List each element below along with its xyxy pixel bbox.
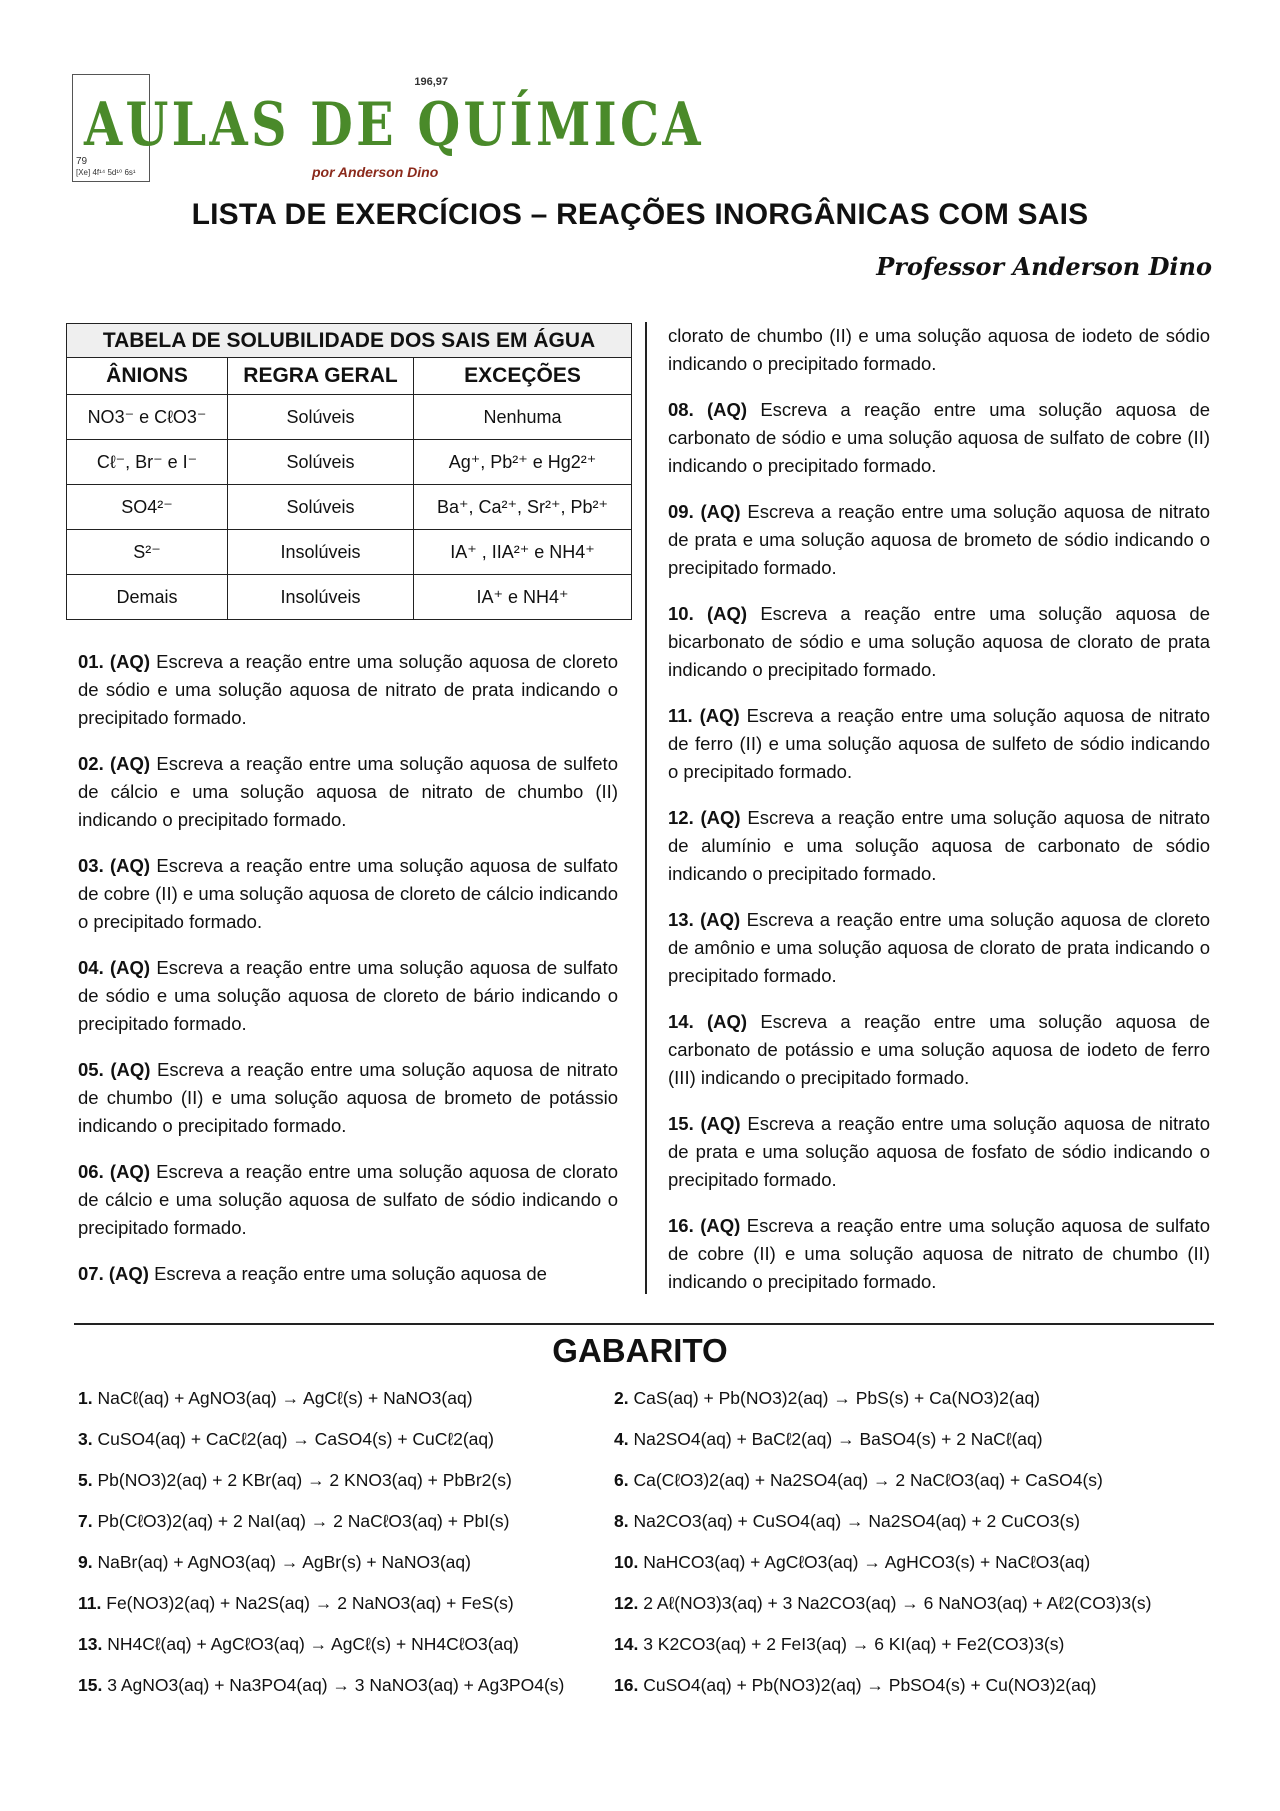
answer-item <box>78 1388 473 1409</box>
table-row <box>67 485 632 530</box>
question-number: 09. <box>668 501 694 522</box>
logo-atomic-mass: 196,97 <box>414 76 448 88</box>
answer-item <box>78 1470 512 1491</box>
exception-cell: Ba⁺, Ca²⁺, Sr²⁺, Pb²⁺ <box>414 485 632 530</box>
question-text: Escreva a reação entre uma solução aquosa de nitrato de ferro (II) e uma solução aquosa de sulfeto de sódio indicando o precipitado formado. <box>668 705 1211 782</box>
table-row <box>67 530 632 575</box>
answer-key-title: GABARITO <box>552 1332 728 1369</box>
question-number: 02. <box>78 753 104 774</box>
answer-equation: Pb(NO3)2(aq) + 2 KBr(aq) → 2 KNO3(aq) + PbBr2(s) <box>97 1470 512 1490</box>
answer-equation: NH4Cℓ(aq) + AgCℓO3(aq) → AgCℓ(s) + NH4CℓO3(aq) <box>107 1634 519 1654</box>
rule-cell: Solúveis <box>228 440 414 485</box>
question-number: 10. <box>668 603 694 624</box>
table-row <box>67 575 632 620</box>
rule-cell: Insolúveis <box>228 575 414 620</box>
question-tag: (AQ) <box>700 909 741 930</box>
answer-item <box>614 1634 1064 1655</box>
question <box>668 1110 1210 1194</box>
section-divider <box>74 1323 1214 1325</box>
question <box>668 804 1210 888</box>
answer-item <box>78 1511 510 1532</box>
question-text: Escreva a reação entre uma solução aquosa de sulfato de sódio e uma solução aquosa de cloreto de bário indicando o precipitado formado. <box>78 957 618 1034</box>
question-tag: (AQ) <box>700 807 741 828</box>
answer-equation: Pb(CℓO3)2(aq) + 2 NaI(aq) → 2 NaCℓO3(aq) + PbI(s) <box>97 1511 510 1531</box>
question-text: Escreva a reação entre uma solução aquosa de sulfato de cobre (II) e uma solução aquosa de cloreto de cálcio indicando o precipitado formado. <box>78 855 618 932</box>
question <box>668 1212 1210 1296</box>
logo-electron-config: [Xe] 4f¹⁴ 5d¹⁰ 6s¹ <box>76 168 136 177</box>
rule-cell: Solúveis <box>228 485 414 530</box>
question-number: 12. <box>668 807 694 828</box>
question-number: 13. <box>668 909 694 930</box>
question-tag: (AQ) <box>109 651 150 672</box>
answer-equation: NaBr(aq) + AgNO3(aq) → AgBr(s) + NaNO3(aq) <box>97 1552 471 1572</box>
question-number: 04. <box>78 957 104 978</box>
question-number: 06. <box>78 1161 104 1182</box>
answer-item <box>78 1593 514 1614</box>
question-text: Escreva a reação entre uma solução aquosa de nitrato de prata e uma solução aquosa de brometo de sódio indicando o precipitado formado. <box>668 501 1211 578</box>
column-divider <box>645 322 647 1294</box>
question <box>78 1158 618 1242</box>
question-text: Escreva a reação entre uma solução aquosa de carbonato de sódio e uma solução aquosa de sulfato de cobre (II) indicando o precipitado formado. <box>668 399 1211 476</box>
question-tag: (AQ) <box>110 855 151 876</box>
question <box>668 396 1210 480</box>
answer-item <box>614 1552 1090 1573</box>
question-tag: (AQ) <box>110 753 151 774</box>
question-number: 05. <box>78 1059 104 1080</box>
anion-cell: S²⁻ <box>67 530 228 575</box>
answer-number: 15. <box>78 1675 103 1695</box>
answer-equation: 3 AgNO3(aq) + Na3PO4(aq) → 3 NaNO3(aq) + Ag3PO4(s) <box>107 1675 565 1695</box>
table-title: TABELA DE SOLUBILIDADE DOS SAIS EM ÁGUA <box>67 324 632 358</box>
answer-equation: Na2CO3(aq) + CuSO4(aq) → Na2SO4(aq) + 2 CuCO3(s) <box>633 1511 1080 1531</box>
questions-right-column <box>668 322 1210 1314</box>
answer-number: 13. <box>78 1634 103 1654</box>
exception-cell: Nenhuma <box>414 395 632 440</box>
rule-cell: Insolúveis <box>228 530 414 575</box>
solubility-table <box>66 323 632 620</box>
question-text: Escreva a reação entre uma solução aquosa de sulfeto de cálcio e uma solução aquosa de nitrato de chumbo (II) indicando o precipitado formado. <box>78 753 618 830</box>
question <box>78 954 618 1038</box>
anion-cell: Demais <box>67 575 228 620</box>
answer-item <box>614 1388 1040 1409</box>
question-text: Escreva a reação entre uma solução aquosa de <box>154 1263 547 1284</box>
question <box>668 906 1210 990</box>
table-header: EXCEÇÕES <box>414 358 632 395</box>
question-tag: (AQ) <box>700 501 741 522</box>
logo-byline: por Anderson Dino <box>312 164 439 180</box>
anion-cell: NO3⁻ e CℓO3⁻ <box>67 395 228 440</box>
question-tag: (AQ) <box>108 1263 149 1284</box>
question-number: 08. <box>668 399 694 420</box>
answer-item <box>78 1552 471 1573</box>
rule-cell: Solúveis <box>228 395 414 440</box>
exception-cell: IA⁺ e NH4⁺ <box>414 575 632 620</box>
logo <box>72 74 704 184</box>
question-text: clorato de chumbo (II) e uma solução aquosa de iodeto de sódio indicando o precipitado formado. <box>668 325 1210 374</box>
question <box>668 1008 1210 1092</box>
exception-cell: IA⁺ , IIA²⁺ e NH4⁺ <box>414 530 632 575</box>
question <box>78 750 618 834</box>
question-number: 16. <box>668 1215 694 1236</box>
question-continuation <box>668 322 1210 378</box>
page-title: LISTA DE EXERCÍCIOS – REAÇÕES INORGÂNICAS COM SAIS <box>191 198 1089 231</box>
answer-equation: 2 Aℓ(NO3)3(aq) + 3 Na2CO3(aq) → 6 NaNO3(aq) + Aℓ2(CO3)3(s) <box>643 1593 1152 1613</box>
question-text: Escreva a reação entre uma solução aquosa de cloreto de sódio e uma solução aquosa de nitrato de prata indicando o precipitado formado. <box>78 651 619 728</box>
answer-number: 1. <box>78 1388 93 1408</box>
question-tag: (AQ) <box>700 1113 741 1134</box>
question-text: Escreva a reação entre uma solução aquosa de carbonato de potássio e uma solução aquosa de iodeto de ferro (III) indicando o precipitado formado. <box>668 1011 1211 1088</box>
answer-number: 2. <box>614 1388 629 1408</box>
questions-left-column <box>78 648 618 1306</box>
question-number: 03. <box>78 855 104 876</box>
answer-number: 16. <box>614 1675 639 1695</box>
question-tag: (AQ) <box>706 399 748 420</box>
question-tag: (AQ) <box>706 1011 748 1032</box>
answer-equation: NaHCO3(aq) + AgCℓO3(aq) → AgHCO3(s) + NaCℓO3(aq) <box>643 1552 1091 1572</box>
question-tag: (AQ) <box>700 1215 741 1236</box>
answer-number: 8. <box>614 1511 629 1531</box>
table-header: ÂNIONS <box>67 358 228 395</box>
answer-item <box>78 1675 564 1696</box>
question-tag: (AQ) <box>110 957 151 978</box>
anion-cell: Cℓ⁻, Br⁻ e I⁻ <box>67 440 228 485</box>
question-text: Escreva a reação entre uma solução aquosa de clorato de cálcio e uma solução aquosa de sulfato de sódio indicando o precipitado formado. <box>78 1161 619 1238</box>
question-tag: (AQ) <box>110 1059 151 1080</box>
question <box>668 498 1210 582</box>
question-text: Escreva a reação entre uma solução aquosa de sulfato de cobre (II) e uma solução aquosa de nitrato de chumbo (II) indicando o precipitado formado. <box>668 1215 1210 1292</box>
answer-item <box>78 1429 494 1450</box>
answer-equation: Fe(NO3)2(aq) + Na2S(aq) → 2 NaNO3(aq) + FeS(s) <box>106 1593 514 1613</box>
answer-item <box>78 1634 519 1655</box>
question <box>668 600 1210 684</box>
logo-wordmark: AULAS DE QUÍMICA <box>84 90 704 160</box>
question <box>78 852 618 936</box>
answer-number: 10. <box>614 1552 639 1572</box>
question-text: Escreva a reação entre uma solução aquosa de cloreto de amônio e uma solução aquosa de clorato de prata indicando o precipitado formado. <box>668 909 1211 986</box>
question-text: Escreva a reação entre uma solução aquosa de nitrato de chumbo (II) e uma solução aquosa de brometo de potássio indicando o precipitado formado. <box>78 1059 618 1136</box>
answer-number: 3. <box>78 1429 93 1449</box>
answer-number: 11. <box>78 1593 102 1613</box>
table-row <box>67 395 632 440</box>
question <box>78 1260 618 1288</box>
answer-equation: Ca(CℓO3)2(aq) + Na2SO4(aq) → 2 NaCℓO3(aq) + CaSO4(s) <box>633 1470 1103 1490</box>
question <box>78 648 618 732</box>
answer-number: 14. <box>614 1634 639 1654</box>
logo-atomic-number: 79 <box>76 156 88 167</box>
question-text: Escreva a reação entre uma solução aquosa de nitrato de alumínio e uma solução aquosa de carbonato de sódio indicando o precipitado formado. <box>668 807 1211 884</box>
answer-number: 6. <box>614 1470 629 1490</box>
answer-number: 4. <box>614 1429 629 1449</box>
question-number: 14. <box>668 1011 694 1032</box>
answer-equation: CaS(aq) + Pb(NO3)2(aq) → PbS(s) + Ca(NO3)2(aq) <box>633 1388 1041 1408</box>
answer-item <box>614 1675 1096 1696</box>
question-number: 15. <box>668 1113 694 1134</box>
answer-item <box>614 1429 1043 1450</box>
question <box>78 1056 618 1140</box>
question-tag: (AQ) <box>706 603 748 624</box>
answer-number: 7. <box>78 1511 93 1531</box>
answer-item <box>614 1511 1080 1532</box>
answer-number: 9. <box>78 1552 93 1572</box>
answer-number: 12. <box>614 1593 639 1613</box>
anion-cell: SO4²⁻ <box>67 485 228 530</box>
answer-equation: Na2SO4(aq) + BaCℓ2(aq) → BaSO4(s) + 2 NaCℓ(aq) <box>633 1429 1043 1449</box>
answer-equation: CuSO4(aq) + CaCℓ2(aq) → CaSO4(s) + CuCℓ2(aq) <box>97 1429 494 1449</box>
question-number: 11. <box>668 705 693 726</box>
answer-item <box>614 1593 1152 1614</box>
professor-signature: Professor Anderson Dino <box>876 252 1212 281</box>
table-row <box>67 440 632 485</box>
question-tag: (AQ) <box>699 705 740 726</box>
question-tag: (AQ) <box>109 1161 150 1182</box>
exception-cell: Ag⁺, Pb²⁺ e Hg2²⁺ <box>414 440 632 485</box>
table-header: REGRA GERAL <box>228 358 414 395</box>
question-text: Escreva a reação entre uma solução aquosa de bicarbonato de sódio e uma solução aquosa de clorato de prata indicando o precipitado formado. <box>668 603 1211 680</box>
answer-equation: 3 K2CO3(aq) + 2 FeI3(aq) → 6 KI(aq) + Fe2(CO3)3(s) <box>643 1634 1065 1654</box>
answer-equation: CuSO4(aq) + Pb(NO3)2(aq) → PbSO4(s) + Cu(NO3)2(aq) <box>643 1675 1097 1695</box>
question-number: 07. <box>78 1263 104 1284</box>
answer-item <box>614 1470 1103 1491</box>
question-number: 01. <box>78 651 104 672</box>
question <box>668 702 1210 786</box>
answer-equation: NaCℓ(aq) + AgNO3(aq) → AgCℓ(s) + NaNO3(aq) <box>97 1388 473 1408</box>
question-text: Escreva a reação entre uma solução aquosa de nitrato de prata e uma solução aquosa de fosfato de sódio indicando o precipitado formado. <box>668 1113 1211 1190</box>
answer-number: 5. <box>78 1470 93 1490</box>
